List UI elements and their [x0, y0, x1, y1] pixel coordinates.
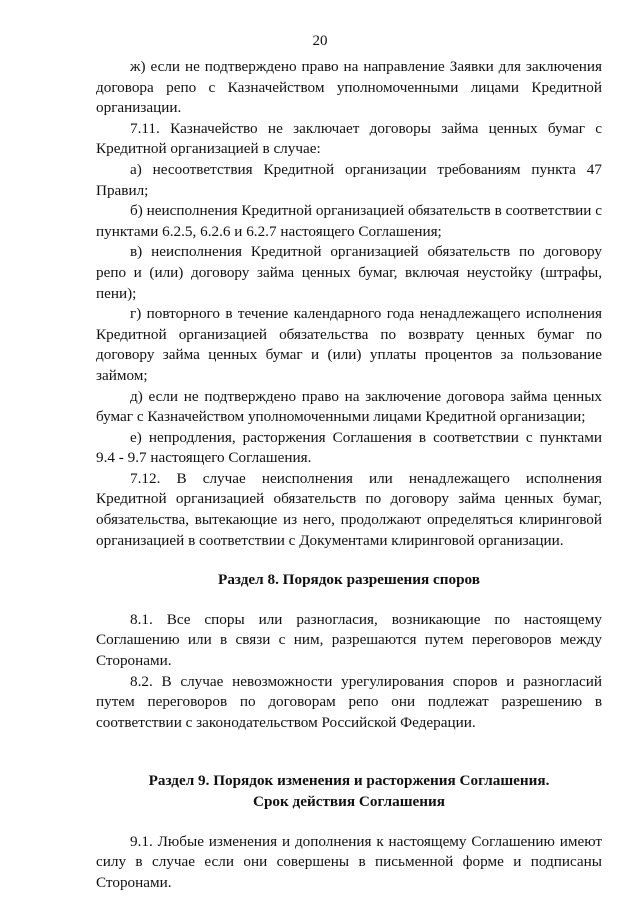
- paragraph-clause-d: д) если не подтверждено право на заключение договора займа ценных бумаг с Казначейством уполномоченными лицами Кредитной организации;: [96, 387, 602, 426]
- paragraph-clause-b: б) неисполнения Кредитной организацией обязательств в соответствии с пунктами 6.2.5, 6.2.6 и 6.2.7 настоящего Соглашения;: [96, 202, 602, 240]
- paragraph-clause-zh: ж) если не подтверждено право на направление Заявки для заключения договора репо с Казначейством уполномоченными лицами Кредитной организации.: [96, 58, 602, 117]
- paragraph-clause-v: в) неисполнения Кредитной организацией обязательств по договору репо и (или) договору займа ценных бумаг, включая неустойку (штрафы, пени);: [96, 243, 602, 302]
- paragraph-clause-g: г) повторного в течение календарного года ненадлежащего исполнения Кредитной организацией обязательства по возврату ценных бумаг по договору займа ценных бумаг и (или) уплаты процентов за пользование займом;: [96, 305, 602, 384]
- paragraph-9-1: 9.1. Любые изменения и дополнения к настоящему Соглашению имеют силу в случае если они совершены в письменной форме и подписаны Сторонами.: [96, 832, 602, 891]
- paragraph-7-12: 7.12. В случае неисполнения или ненадлежащего исполнения Кредитной организацией обязательств по договору займа ценных бумаг, обязательства, вытекающие из него, продолжают определяться клиринговой организацией в соответствии с Документами клиринговой организации.: [96, 469, 602, 549]
- paragraph-8-1: 8.1. Все споры или разногласия, возникающие по настоящему Соглашению или в связи с ним, разрешаются путем переговоров между Сторонами.: [96, 610, 602, 670]
- paragraph-8-2: 8.2. В случае невозможности урегулирования споров и разногласий путем переговоров по договорам репо они подлежат разрешению в соответствии с законодательством Российской Федерации.: [96, 672, 602, 731]
- paragraph-clause-a: а) несоответствия Кредитной организации требованиям пункта 47 Правил;: [96, 160, 602, 199]
- section-9-heading: [96, 771, 602, 812]
- section-8-heading: Раздел 8. Порядок разрешения споров: [218, 571, 480, 589]
- section-9-heading-line2: Срок действия Соглашения: [253, 793, 445, 810]
- document-body: [96, 57, 602, 893]
- paragraph-clause-e: е) непродления, расторжения Соглашения в соответствии с пунктами 9.4 - 9.7 настоящего Соглашения.: [96, 428, 602, 467]
- page-number: 20: [312, 33, 328, 49]
- section-9-heading-line1: Раздел 9. Порядок изменения и расторжения Соглашения.: [148, 772, 550, 790]
- paragraph-7-11: 7.11. Казначейство не заключает договоры займа ценных бумаг с Кредитной организацией в случае:: [96, 119, 602, 158]
